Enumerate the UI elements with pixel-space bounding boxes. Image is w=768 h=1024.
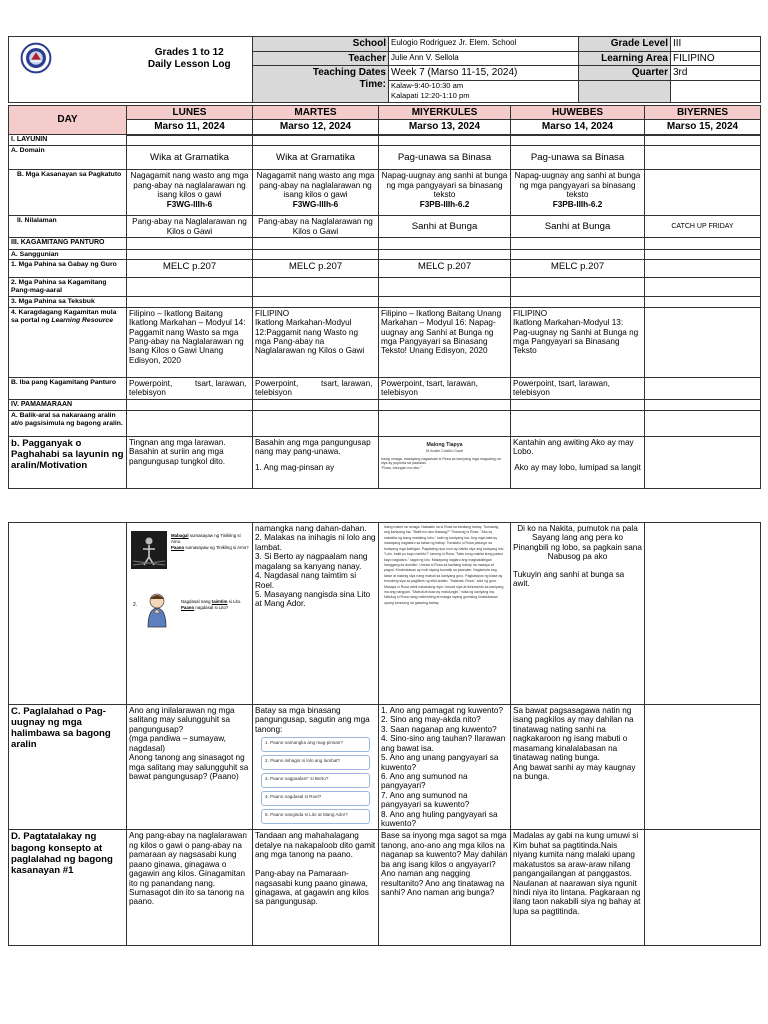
blank-cell [511,399,645,410]
picture-number-2: 2. [133,602,138,608]
blank-cell [645,146,761,170]
gabay-label: 1. Mga Pahina sa Gabay ng Guro [9,260,127,278]
blank-cell [511,249,645,260]
pagtatalakay-label: D. Pagtatalakay ng bagong konsepto at paglalahad ng bagong kasanayan #1 [9,830,127,946]
pagganyak-tue-continued: namangka nang dahan-dahan. 2. Malakas na inihagis ni lolo ang lambat. 3. Si Berto ay nagpaalam nang magalang sa kanyang nanay. 4. Nagdasal nang taimtim si Roel. 5. Masayang nangisda sina Lito at Mang Ador. [253,523,379,705]
grade-level-value: III [671,37,761,52]
domain-tue: Wika at Gramatika [253,146,379,170]
kasanayan-code: F3WG-IIIh-6 [166,199,213,209]
iba-mon: Powerpoint, tsart, larawan, telebisyon [127,377,253,399]
blank-cell [253,410,379,436]
kasanayan-wed [379,170,511,216]
caption-1-question-rest: sumasayaw ng Tinikling si Amo? [184,545,249,551]
caption-1-rest: sumasayaw ng Tinikling si Amo. [171,533,241,545]
story-title: Malong Tiapya [426,441,463,448]
kasanayan-tue [253,170,379,216]
question-box-4: 4. Paano nagdasal si Roel? [261,791,370,806]
song-line-1: Ako ay may lobo, lumipad sa langit [514,462,641,472]
pagtatalakay-mon: Ang pang-abay na naglalarawan ng kilos o gawi o pang-abay na pamaraan ay nagsasabi kung paano ginawa, ginagawa o gagawin ang kilos. Ginagamitan ito ng panandang nang. Sumasagot din ito sa tanong na paano. [127,830,253,946]
blank-cell [645,410,761,436]
song-task: Tukuyin ang sanhi at bunga sa awit. [513,569,625,589]
karagdagang-wed: Filipino – Ikatlong Baitang Unang Markahan – Modyul 16: Napag-uugnay ang Sanhi at Bunga ng mga Pangyayari sa Binasang Teksto! Unang Edisyon, 2020 [379,307,511,377]
paglalahad-mon: Ano ang inilalarawan ng mga salitang may salungguhit sa pangungusap? (mga pandiwa – sumayaw, nagdasal) Anong tanong ang sinasagot ng mga salitang may salungguhit sa bawat pangungusap? (Paano) [127,705,253,830]
nilalaman-tue: Pang-abay na Naglalarawan ng Kilos o Gawi [253,216,379,238]
blank-cell [379,399,511,410]
pagganyak-label: b. Pagganyak o Paghahabi sa layunin ng aralin/Motivation [9,436,127,488]
blank-cell [127,249,253,260]
blank-cell [253,296,379,307]
pictures-mon [127,523,253,705]
blank-cell [253,249,379,260]
time-value-1: Kalaw-9:40-10:30 am [389,80,579,91]
day-label: DAY [9,105,127,135]
gabay-tue: MELC p.207 [253,260,379,278]
gabay-thu: MELC p.207 [511,260,645,278]
question-box-3: 3. Paano nagpaalam" si Berto? [261,773,370,788]
time-label: Time: [359,79,386,90]
title-cell [127,37,253,103]
pagganyak-tue [253,436,379,488]
blank-cell [379,249,511,260]
pamamaraan-heading: IV. PAMAMARAAN [9,399,127,410]
teacher-label: Teacher [253,51,389,66]
nilalaman-thu: Sanhi at Bunga [511,216,645,238]
pagganyak-thu-text: Kantahin ang awiting Ako ay may Lobo. [513,437,634,457]
blank-cell [127,238,253,249]
pagganyak-tue-item: 1. Ang mag-pinsan ay [255,462,335,472]
blank-cell [645,170,761,216]
grade-level-label: Grade Level [579,37,671,52]
karagdagang-label [9,307,127,377]
domain-mon: Wika at Gramatika [127,146,253,170]
deped-seal-icon [20,42,52,74]
karagdagang-tue: FILIPINO Ikatlong Markahan-Modyul 12:Paggamit nang Wasto ng mga Pang-abay na Naglalarawan ng Kilos o Gawi [253,307,379,377]
kasanayan-code: F3PB-IIIh-6.2 [419,199,470,209]
blank-cell [645,307,761,377]
teacher-value: Julie Ann V. Sellola [389,51,579,66]
domain-label: A. Domain [9,146,127,170]
blank-cell [127,135,253,146]
iba-thu: Powerpoint, tsart, larawan, telebisyon [511,377,645,399]
day-name-fri: BIYERNES [645,105,761,120]
blank-cell [645,278,761,297]
iba-tue: Powerpoint, tsart, larawan, telebisyon [253,377,379,399]
blank-cell [253,278,379,297]
gabay-mon: MELC p.207 [127,260,253,278]
learning-area-value: FILIPINO [671,51,761,66]
blank-cell [379,278,511,297]
kasanayan-code: F3WG-IIIh-6 [292,199,339,209]
blank-cell [511,296,645,307]
teksbuk-label: 3. Mga Pahina sa Teksbuk [9,296,127,307]
blank-white [671,80,761,102]
kasanayan-text: Nagagamit nang wasto ang mga pang-abay na naglalarawan ng isang kilos o gawi [130,171,249,200]
blank-cell [645,399,761,410]
blank-cell [379,135,511,146]
kasanayan-text: Napag-uugnay ang sanhi at bunga ng mga pangyayari sa binasang teksto [514,171,641,200]
blank-cell [511,238,645,249]
blank-cell [127,410,253,436]
blank-cell [645,296,761,307]
nilalaman-wed: Sanhi at Bunga [379,216,511,238]
nilalaman-label: II. Nilalaman [9,216,127,238]
learning-area-label: Learning Area [579,51,671,66]
school-label: School [253,37,389,52]
caption-2-emph: taimtim [211,599,228,604]
quarter-label: Quarter [579,66,671,81]
day-date-tue: Marso 12, 2024 [253,120,379,135]
paglalahad-tue [253,705,379,830]
kasanayan-thu [511,170,645,216]
blank-cell [645,260,761,278]
caption-1-emph: Mabagal [171,533,189,538]
blank-cell [645,249,761,260]
kasanayan-code: F3PB-IIIh-6.2 [552,199,603,209]
layunin-heading: I. LAYUNIN [9,135,127,146]
day-date-thu: Marso 14, 2024 [511,120,645,135]
day-name-mon: LUNES [127,105,253,120]
story-paragraph-1: Isang umaga, masayang nagsasabi si Rosa sa kaniyang mga magulang na siya ay pupunta sa paaralan. [381,456,501,466]
story-paragraph-2: "Rosa, tulungan mo ako." [381,465,422,470]
blank-cell [645,238,761,249]
story-text: Isang mainit na umaga. Nakaalis na si Rosa sa kanilang bahay. Tumawag ang kaniyang ina. "Bakit mo ako tinawag?" Tinanong ni Rosa. "Ako ay nakakita ng isang malaking lobo," sabi ng kaniyang ina. Ang mga bata ay masayang naglalaro sa labas ng bahay. Tumakbo si Rosa patungo sa kaniyang mga kaibigan. Pagdating niya roon ay nakita niya ang kaniyang lolo. "Lolo, bakit po kayo naririto?" tanong ni Rosa. "Nais kong makita kung paano kayo naglalaro," sagot ng lolo. Masayang naglaro ang magkakaibigan hanggang sa dumilim. Umuwi si Rosa sa kanilang bahay na masaya at pagod. Kinabukasan ay muli siyang bumalik sa paaralan. Nagsimula ang klase at nakinig siya nang mabuti sa kaniyang guro. Pagkatapos ng klase ay tumulong siya sa paglilinis ng silid-aralan. "Salamat, Rosa," sabi ng guro. Masaya si Rosa dahil nakatulong siya. Umuwi siya at ikinuwento sa kaniyang ina ang nangyari. "Mabuti at ikaw ay matulungin," wika ng kaniyang ina. Natulog si Rosa nang mahimbing at maaga siyang gumising kinabukasan upang tumulong sa gawaing-bahay. [379,523,511,705]
paglalahad-tue-text: Batay sa mga binasang pangungusap, sagutin ang mga tanong: [255,706,370,734]
pagtatalakay-wed: Base sa inyong mga sagot sa mga tanong, ano-ano ang mga kilos na naganap sa kuwento? May dahilan ba ang isang kilos o angyayari? Ano naman ang nagging resultanito? Ano ang tinatawag na sanhi? Ano naman ang bunga? [379,830,511,946]
gabay-wed: MELC p.207 [379,260,511,278]
caption-2-question-rest: nagdasal si Lito? [194,605,229,611]
song-lyrics: Di ko na Nakita, pumutok na pala Sayang lang ang pera ko Pinangbili ng lobo, sa pagkain sana Nabusog pa ako [513,524,642,562]
blank-cell [645,377,761,399]
blank-cell [127,399,253,410]
day-name-thu: HUWEBES [511,105,645,120]
kagamitang-label: 2. Mga Pahina sa Kagamitang Pang-mag-aaral [9,278,127,297]
paglalahad-label: C. Paglalahad o Pag-uugnay ng mga halimbawa sa bagong aralin [9,705,127,830]
blank-cell [645,436,761,488]
karagdagang-thu: FILIPINO Ikatlong Markahan-Modyul 13: Pag-uugnay ng Sanhi at Bunga ng mga Pangyayari sa Binasang Teksto [511,307,645,377]
caption-1-question-emph: Paano [171,545,185,551]
iba-label: B. Iba pang Kagamitang Panturo [9,377,127,399]
lesson-log-page-2 [8,522,760,972]
lesson-log-page-1 [8,36,760,476]
day-name-wed: MIYERKULES [379,105,511,120]
pagtatalakay-thu: Madalas ay gabi na kung umuwi si Kim buhat sa pagtitinda.Nais niyang kumita nang malaki upang makatustos sa araw-araw nilang pangangailangan at panggastos. Naulanan at naarawan siya ngunit hindi niya ito lintana. Pagkaraan ng ilang taon nakabili siya ng bahay at lupa sa pagtitinda. [511,830,645,946]
caption-2-end: si Lito. [227,599,242,604]
teaching-dates-value: Week 7 (Marso 11-15, 2024) [389,66,579,81]
blank-cell [127,278,253,297]
blank-cell [645,135,761,146]
caption-2-start: Nagdasal nang [181,599,212,604]
question-box-2: 2. Paano inihagis ni lolo ang lambat? [261,755,370,770]
blank-gray [579,80,671,102]
domain-thu: Pag-unawa sa Binasa [511,146,645,170]
quarter-value: 3rd [671,66,761,81]
question-box-5: 5. Paano nangisda si Lito at Mang Ador? [261,809,370,824]
song-continued [511,523,645,705]
teaching-dates-label: Teaching Dates [312,67,386,78]
blank-cell [253,135,379,146]
blank-cell [379,238,511,249]
nilalaman-mon: Pang-abay na Naglalarawan ng Kilos o Gawi [127,216,253,238]
teaching-dates-cell [253,66,389,103]
question-box-1: 1. Paano namangka ang mag-pinsan? [261,737,370,752]
karagdagang-mon: Filipino – Ikatlong Baitang Ikatlong Markahan – Modyul 14: Paggamit nang Wasto sa mga Pang-abay na Naglalarawan ng Isang Kilos o Gawi Unang Edisyon, 2020 [127,307,253,377]
sanggunian-label: A. Sanggunian [9,249,127,260]
day-name-tue: MARTES [253,105,379,120]
iba-wed: Powerpoint, tsart, larawan, telebisyon [379,377,511,399]
title-line2: Daily Lesson Log [147,58,231,70]
blank-cell [511,135,645,146]
blank-cell [379,296,511,307]
pagganyak-tue-text: Basahin ang mga pangungusap nang may pang-unawa. [255,437,371,457]
blank-cell [253,238,379,249]
balik-aral-label: A. Balik-aral sa nakaraang aralin at/o pagsisimula ng bagong aralin. [9,410,127,436]
title-line1: Grades 1 to 12 [154,47,224,58]
karagdagang-label-text: 4. Karagdagang Kagamitan mula sa portal ng [11,308,117,324]
caption-1 [171,533,249,551]
story-preview [379,436,511,488]
blank-cell [379,410,511,436]
blank-cell [645,523,761,705]
karagdagang-label-italic: Learning Resource [51,316,113,324]
day-date-fri: Marso 15, 2024 [645,120,761,135]
time-value-2: Kalapati 12:20-1:10 pm [389,91,579,102]
blank-cell [511,410,645,436]
kasanayan-text: Napag-uugnay ang sanhi at bunga ng mga pangyayari sa binasang teksto [381,171,508,200]
nilalaman-fri: CATCH UP FRIDAY [645,216,761,238]
story-author: Ni Analie Castillo-Gawil [425,448,464,453]
caption-2-question-emph: Paano [181,605,195,611]
pagganyak-thu [511,436,645,488]
kagamitan-heading: III. KAGAMITANG PANTURO [9,238,127,249]
blank-cell [253,399,379,410]
blank-cell [9,523,127,705]
blank-cell [127,296,253,307]
kasanayan-label: B. Mga Kasanayan sa Pagkatuto [9,170,127,216]
lesson-table-continued [8,522,761,946]
domain-wed: Pag-unawa sa Binasa [379,146,511,170]
day-date-mon: Marso 11, 2024 [127,120,253,135]
caption-2 [181,599,251,611]
kasanayan-text: Nagagamit nang wasto ang mga pang-abay na naglalarawan ng isang kilos o gawi [256,171,375,200]
pagtatalakay-tue: Tandaan ang mahahalagang detalye na nakapaloob dito gamit ang mga tanong na paano. Pang-abay na Pamaraan- nagsasabi kung paano ginawa, ginagawa, at gagawin ang kilos sa pangungusap. [253,830,379,946]
dancer-photo-icon [131,531,167,569]
paglalahad-thu: Sa bawat pagsasagawa natin ng isang pagkilos ay may dahilan na tinatawag nating sanhi na nagkakaroon ng isang mabuti o masamang kinalalabasan na tinatawag nating bunga. Ang bawat sanhi ay may kaugnay na bunga. [511,705,645,830]
blank-cell [511,278,645,297]
paglalahad-wed: 1. Ano ang pamagat ng kuwento? 2. Sino ang may-akda nito? 3. Saan naganap ang kuwento? 4. Sino-sino ang tauhan? Ilarawan ang bawat isa. 5. Ano ang unang pangyayari sa kuwento? 6. Ano ang sumunod na pangyayari? 7. Ano ang sumunod na pangyayari sa kuwento? 8. Ano ang huling pangyayari sa kuwento? [379,705,511,830]
pagganyak-mon: Tingnan ang mga larawan. Basahin at suriin ang mga pangungusap tungkol dito. [127,436,253,488]
day-date-wed: Marso 13, 2024 [379,120,511,135]
blank-cell [645,830,761,946]
lesson-table [8,105,761,489]
school-value: Eulogio Rodriguez Jr. Elem. School [389,37,579,52]
kasanayan-mon [127,170,253,216]
header-table [8,36,761,103]
blank-cell [645,705,761,830]
praying-child-icon [139,591,175,631]
